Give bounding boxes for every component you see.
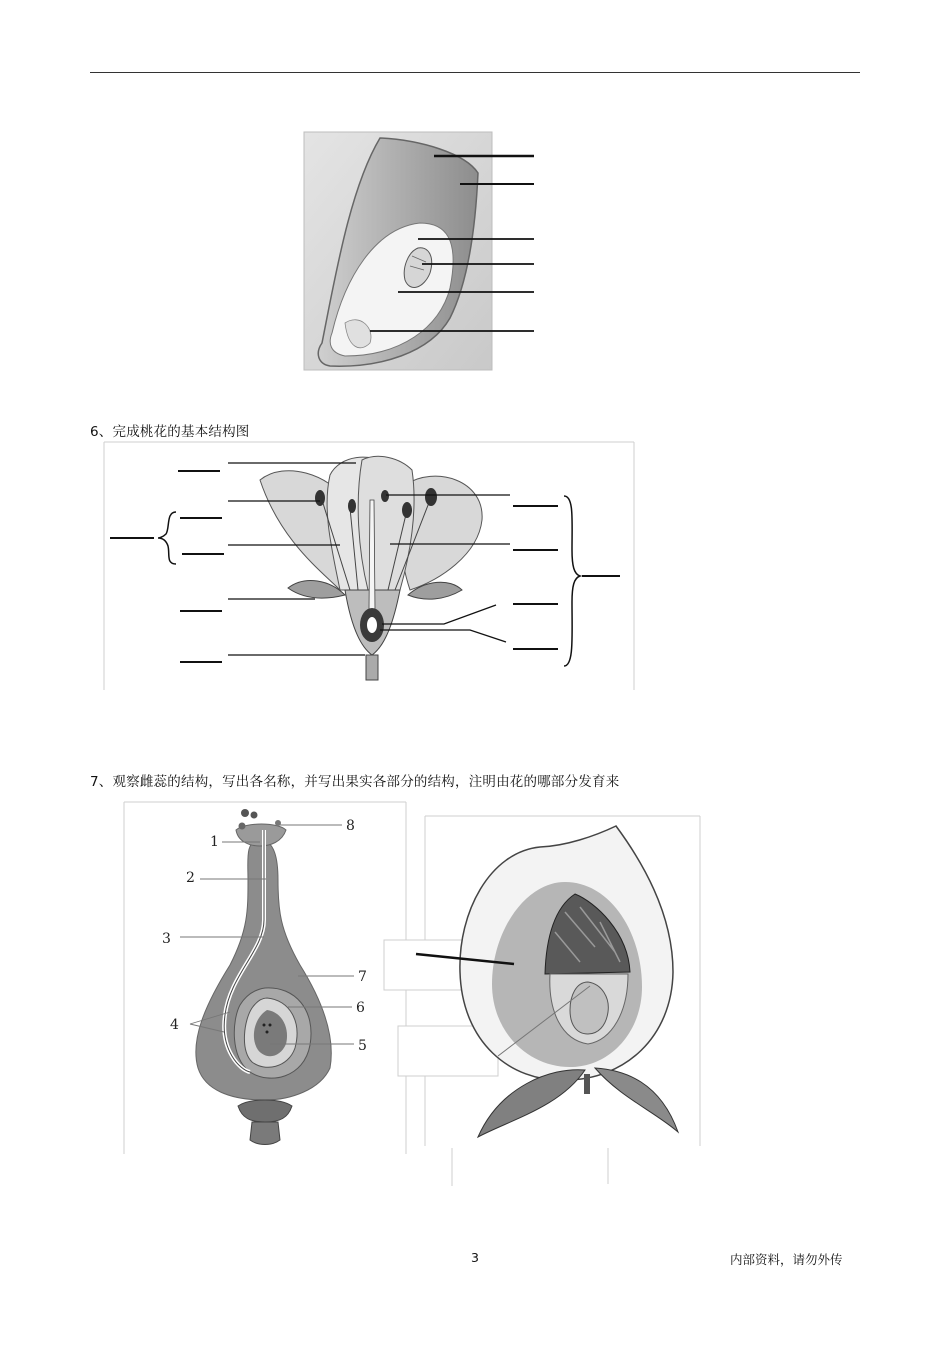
pistil-label-4: 4 [170,1017,179,1033]
pistil-label-5: 5 [358,1038,367,1054]
pistil-label-2: 2 [186,870,195,886]
pistil-figure [120,800,412,1156]
pistil-label-6: 6 [356,1000,365,1016]
question-6-title: 6、完成桃花的基本结构图 [90,424,250,440]
peach-fruit-figure [380,812,706,1188]
footer-notice: 内部资料，请勿外传 [730,1252,843,1267]
pistil-label-1: 1 [210,834,219,850]
pistil-label-3: 3 [162,931,171,947]
page-number: 3 [471,1250,479,1265]
pistil-label-8: 8 [346,818,355,834]
peach-flower-figure [100,440,640,692]
header-rule [90,72,860,73]
question-7-title: 7、观察雌蕊的结构，写出各名称，并写出果实各部分的结构，注明由花的哪部分发育来 [90,774,620,790]
seed-section-figure [300,128,550,378]
pistil-label-7: 7 [358,969,367,985]
